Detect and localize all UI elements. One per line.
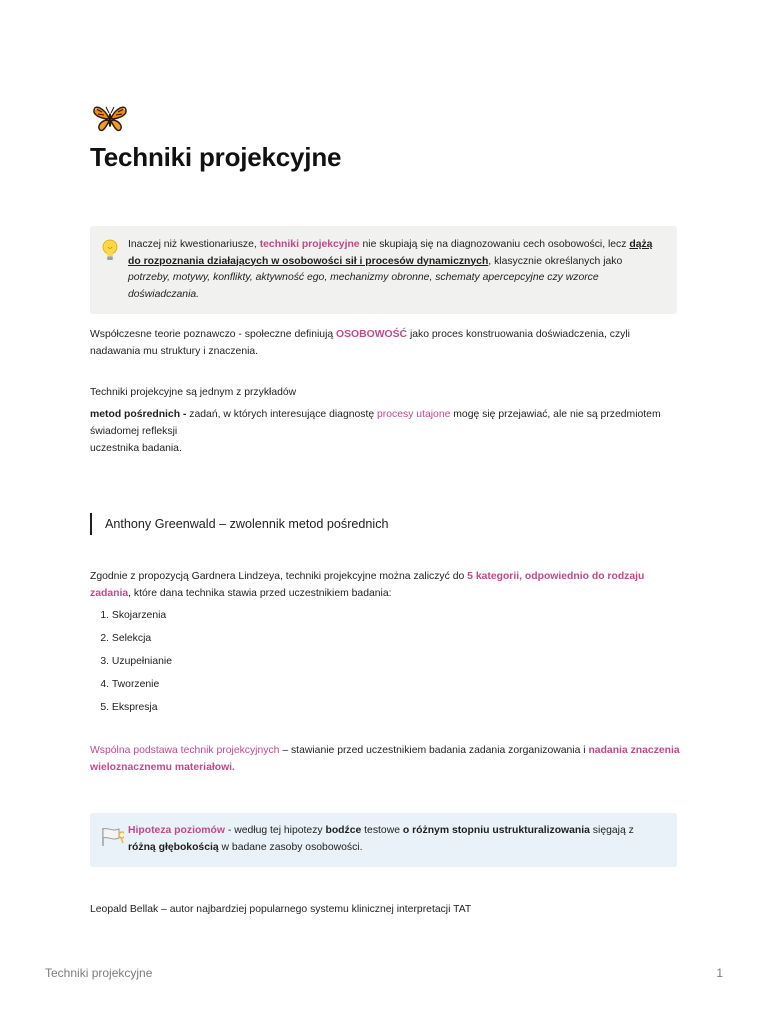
callout-hipoteza-text: Hipoteza poziomów - według tej hipotezy bodźce testowe o różnym stopniu ustrukturalizowania sięgają z różną głębokością w badane zasoby osobowości. — [128, 825, 634, 853]
list-item: 3. Uzupełnianie — [100, 656, 172, 667]
callout-info — [90, 226, 677, 314]
list-item: 4. Tworzenie — [100, 679, 160, 690]
lightbulb-icon — [100, 238, 120, 262]
highlight-hipoteza: Hipoteza poziomów — [128, 825, 225, 836]
highlight-daza: dążą do rozpoznania działających w osobowości sił i procesów dynamicznych — [128, 239, 653, 267]
callout-info-text: Inaczej niż kwestionariusze, techniki projekcyjne nie skupiają się na diagnozowaniu cech osobowości, lecz dążą do rozpoznania działających w osobowości sił i procesów dynamicznych, klasycznie określanych jako potrzeby, motywy, konflikty, aktywność ego, mechanizmy obronne, schematy apercepcyjne czy wzorce doświadczania. — [128, 239, 653, 300]
bold-metody: metod pośrednich - — [90, 409, 187, 420]
highlight-kategorie: 5 kategorii, odpowiednio do rodzaju zadania — [90, 571, 645, 599]
footer-title: Techniki projekcyjne — [45, 966, 153, 980]
quote-greenwald: Anthony Greenwald – zwolennik metod pośrednich — [90, 513, 389, 535]
page-title: Techniki projekcyjne — [90, 142, 342, 172]
italic-list: potrzeby, motywy, konflikty, aktywność ego, mechanizmy obronne, schematy apercepcyjne czy wzorce doświadczania. — [128, 272, 599, 300]
flag-icon — [100, 825, 124, 849]
paragraph-przyklady: Techniki projekcyjne są jednym z przykładów — [90, 387, 297, 398]
highlight-techniki: techniki projekcyjne — [259, 239, 360, 250]
list-item: 2. Selekcja — [100, 633, 152, 644]
page-number: 1 — [716, 966, 723, 980]
paragraph-lindzey: Zgodnie z propozycją Gardnera Lindzeya, techniki projekcyjne można zaliczyć do 5 kategorii, odpowiednio do rodzaju zadania, które dana technika stawia przed uczestnikiem badania: — [90, 571, 645, 599]
butterfly-icon — [92, 100, 128, 136]
list-item: 1. Skojarzenia — [100, 610, 167, 621]
paragraph-bellak: Leopald Bellak – autor najbardziej popularnego systemu klinicznej interpretacji TAT — [90, 904, 472, 915]
highlight-nadania: nadania znaczenia wieloznacznemu materiałowi. — [90, 745, 680, 773]
highlight-procesy: procesy utajone — [377, 409, 451, 420]
list-item: 5. Ekspresja — [100, 702, 158, 713]
paragraph-wspolna-podstawa: Wspólna podstawa technik projekcyjnych – stawianie przed uczestnikiem badania zadania zorganizowania i nadania znaczenia wieloznacznemu materiałowi. — [90, 745, 680, 773]
highlight-osobowosc: OSOBOWOŚĆ — [336, 329, 408, 340]
callout-hipoteza — [90, 813, 677, 867]
paragraph-metody-posrednie: metod pośrednich - zadań, w których interesujące diagnostę procesy utajone mogę się przejawiać, ale nie są przedmiotem świadomej refleksji uczestnika badania. — [90, 409, 661, 454]
highlight-wspolna: Wspólna podstawa technik projekcyjnych — [90, 745, 280, 756]
categories-list — [90, 606, 172, 721]
paragraph-osobowosc: Współczesne teorie poznawczo - społeczne definiują OSOBOWOŚĆ jako proces konstruowania doświadczenia, czyli nadawania mu struktury i znaczenia. — [90, 329, 630, 357]
